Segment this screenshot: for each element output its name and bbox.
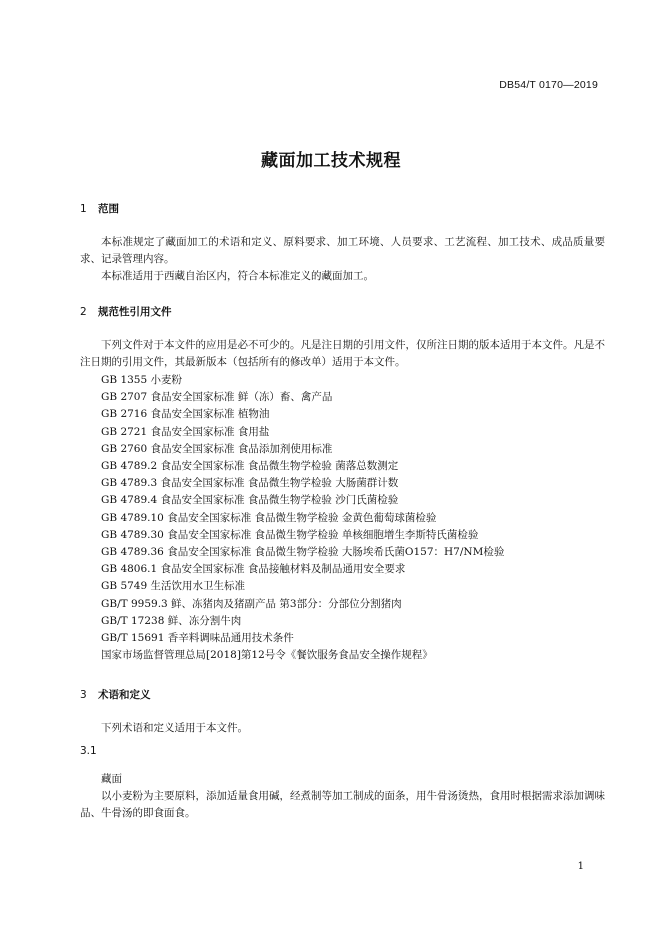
- reference-item: GB/T 15691 香辛料调味品通用技术条件: [101, 632, 294, 645]
- reference-item: 国家市场监督管理总局[2018]第12号令《餐饮服务食品安全操作规程》: [101, 649, 433, 662]
- reference-item: GB 2760 食品安全国家标准 食品添加剂使用标准: [101, 442, 333, 455]
- reference-item: GB 2707 食品安全国家标准 鲜（冻）畜、禽产品: [101, 391, 333, 404]
- reference-item: GB 4789.3 食品安全国家标准 食品微生物学检验 大肠菌群计数: [101, 477, 399, 490]
- section-2-number: 2: [80, 306, 87, 318]
- term-definition: 以小麦粉为主要原料，添加适量食用碱，经煮制等加工制成的面条，用牛骨汤烫热，食用时根据需求添加调味品、牛骨汤的即食面食。: [80, 790, 605, 819]
- subsection-3-1-number: 3.1: [80, 745, 97, 757]
- reference-item: GB 2721 食品安全国家标准 食用盐: [101, 425, 270, 438]
- section-3-number: 3: [80, 689, 87, 701]
- section-2-intro: 下列文件对于本文件的应用是必不可少的。凡是注日期的引用文件，仅所注日期的版本适用于本文件。凡是不注日期的引用文件，其最新版本（包括所有的修改单）适用于本文件。: [80, 339, 605, 368]
- reference-item: GB 2716 食品安全国家标准 植物油: [101, 408, 270, 421]
- reference-item: GB 4789.4 食品安全国家标准 食品微生物学检验 沙门氏菌检验: [101, 494, 399, 507]
- section-1-title: 范围: [98, 203, 119, 215]
- section-3-title: 术语和定义: [98, 689, 151, 701]
- reference-item: GB 4806.1 食品安全国家标准 食品接触材料及制品通用安全要求: [101, 563, 406, 576]
- section-1-paragraph-1: 本标准规定了藏面加工的术语和定义、原料要求、加工环境、人员要求、工艺流程、加工技术、成品质量要求、记录管理内容。: [80, 236, 605, 265]
- reference-item: GB 1355 小麦粉: [101, 374, 183, 386]
- section-3-intro: 下列术语和定义适用于本文件。: [101, 722, 248, 734]
- document-code: DB54/T 0170—2019: [499, 79, 598, 91]
- section-1-heading: [80, 201, 119, 216]
- reference-item: GB 4789.10 食品安全国家标准 食品微生物学检验 金黄色葡萄球菌检验: [101, 511, 437, 524]
- reference-item: GB 4789.2 食品安全国家标准 食品微生物学检验 菌落总数测定: [101, 460, 399, 473]
- section-2-title: 规范性引用文件: [98, 306, 172, 318]
- section-1-paragraph-2: 本标准适用于西藏自治区内，符合本标准定义的藏面加工。: [101, 270, 374, 282]
- reference-item: GB/T 9959.3 鲜、冻猪肉及猪副产品 第3部分：分部位分割猪肉: [101, 597, 402, 610]
- reference-item: GB 4789.30 食品安全国家标准 食品微生物学检验 单核细胞增生李斯特氏菌检验: [101, 528, 479, 541]
- document-title: 藏面加工技术规程: [261, 151, 401, 171]
- section-3-heading: [80, 687, 151, 702]
- normative-references-list: [101, 372, 504, 664]
- section-1-number: 1: [80, 203, 87, 215]
- reference-item: GB 5749 生活饮用水卫生标准: [101, 580, 246, 593]
- reference-item: GB 4789.36 食品安全国家标准 食品微生物学检验 大肠埃希氏菌O157：H7/NM检验: [101, 546, 505, 559]
- reference-item: GB/T 17238 鲜、冻分割牛肉: [101, 614, 242, 627]
- page-number: 1: [577, 861, 584, 872]
- section-2-heading: [80, 304, 172, 319]
- term-name: 藏面: [101, 773, 122, 785]
